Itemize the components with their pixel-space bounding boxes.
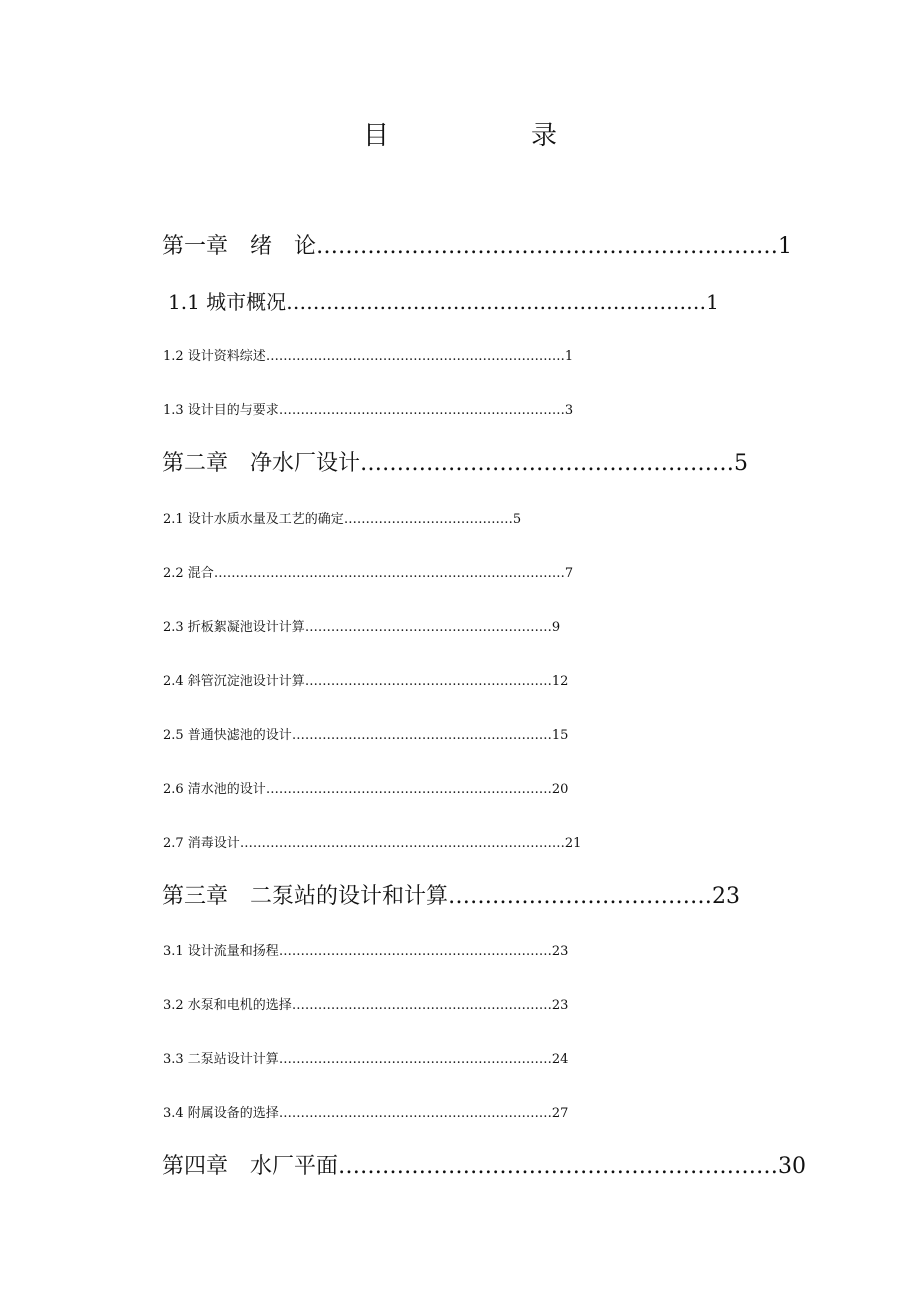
toc-leader-dots: …………………………………………………… — [291, 998, 552, 1013]
toc-section-2-7 — [163, 835, 613, 853]
toc-page-number: 24 — [551, 1052, 569, 1067]
toc-section-1-2 — [163, 348, 603, 366]
toc-section-2-6 — [163, 781, 613, 799]
toc-entry-text: 2.1 设计水质水量及工艺的确定 — [163, 512, 344, 527]
toc-entry-text: 1.3 设计目的与要求 — [163, 403, 279, 418]
toc-page-number: 1 — [706, 290, 719, 314]
toc-leader-dots: ……………………………………………………… — [278, 1052, 552, 1067]
toc-entry-text: 第四章 水厂平面 — [162, 1154, 339, 1179]
toc-section-3-3 — [163, 1051, 613, 1069]
toc-section-2-2 — [163, 565, 603, 583]
toc-page-number: 12 — [551, 674, 569, 689]
toc-entry-text: 1.2 设计资料综述 — [163, 349, 266, 364]
toc-page-number: 27 — [551, 1106, 569, 1121]
toc-leader-dots: …………………………………………………………… — [265, 349, 565, 364]
toc-leader-dots: ……………………………… — [448, 884, 713, 909]
toc-entry-text: 3.2 水泵和电机的选择 — [163, 998, 292, 1013]
toc-entry-text: 3.3 二泵站设计计算 — [163, 1052, 279, 1067]
toc-leader-dots: ……………………………………………………… — [286, 290, 707, 314]
toc-leader-dots: ……………………………………………………… — [316, 234, 779, 259]
toc-entry-text: 第三章 二泵站的设计和计算 — [162, 884, 449, 909]
toc-page-number: 1 — [778, 234, 793, 259]
toc-leader-dots: ………………………………………………… — [304, 620, 552, 635]
toc-section-2-3 — [163, 619, 603, 637]
toc-chapter-2 — [162, 449, 762, 479]
toc-entry-text: 1.1 城市概况 — [168, 290, 287, 314]
toc-page-number: 30 — [778, 1154, 807, 1179]
toc-leader-dots: ………………………………………………………………… — [239, 836, 565, 851]
toc-chapter-3 — [162, 882, 772, 912]
toc-leader-dots: ………………………………………………… — [304, 674, 552, 689]
toc-entry-text: 2.3 折板絮凝池设计计算 — [163, 620, 305, 635]
toc-page-number: 21 — [564, 836, 582, 851]
toc-entry-text: 3.1 设计流量和扬程 — [163, 944, 279, 959]
toc-page-number: 3 — [564, 403, 574, 418]
toc-leader-dots: ……………………………………………………… — [278, 944, 552, 959]
toc-entry-text: 2.5 普通快滤池的设计 — [163, 728, 292, 743]
toc-section-1-1 — [168, 288, 758, 316]
page-title: 目 录 — [362, 121, 587, 151]
toc-entry-text: 2.6 清水池的设计 — [163, 782, 266, 797]
toc-leader-dots: …………………………………………………… — [338, 1154, 779, 1179]
toc-page-number: 5 — [734, 451, 749, 476]
toc-page-number: 23 — [712, 884, 741, 909]
toc-section-3-2 — [163, 997, 613, 1015]
toc-section-2-5 — [163, 727, 613, 745]
toc-page-number: 23 — [551, 998, 569, 1013]
toc-page-number: 9 — [551, 620, 561, 635]
toc-entry-text: 2.4 斜管沉淀池设计计算 — [163, 674, 305, 689]
toc-entry-text: 2.7 消毒设计 — [163, 836, 240, 851]
toc-entry-text: 第一章 绪 论 — [162, 234, 317, 259]
toc-leader-dots: …………………………………………… — [360, 451, 735, 476]
toc-leader-dots: ……………………………………………………………………… — [213, 566, 565, 581]
toc-leader-dots: ……………………………………………………… — [278, 1106, 552, 1121]
toc-chapter-1 — [162, 232, 793, 262]
toc-leader-dots: ………………………………………………………… — [278, 403, 565, 418]
toc-section-2-1 — [163, 511, 603, 529]
toc-entry-text: 3.4 附属设备的选择 — [163, 1106, 279, 1121]
toc-entry-text: 2.2 混合 — [163, 566, 214, 581]
toc-section-2-4 — [163, 673, 613, 691]
toc-entry-text: 第二章 净水厂设计 — [162, 451, 361, 476]
toc-section-1-3 — [163, 402, 603, 420]
toc-page-number: 23 — [551, 944, 569, 959]
toc-chapter-4 — [162, 1152, 807, 1182]
toc-page-number: 7 — [564, 566, 574, 581]
toc-page-number: 20 — [551, 782, 569, 797]
toc-page-number: 1 — [564, 349, 574, 364]
toc-page-number: 15 — [551, 728, 569, 743]
toc-leader-dots: …………………………………………………… — [291, 728, 552, 743]
toc-page-number: 5 — [512, 512, 522, 527]
toc-section-3-1 — [163, 943, 613, 961]
toc-leader-dots: ………………………………………………………… — [265, 782, 552, 797]
toc-leader-dots: ………………………………… — [343, 512, 513, 527]
toc-section-3-4 — [163, 1105, 613, 1123]
